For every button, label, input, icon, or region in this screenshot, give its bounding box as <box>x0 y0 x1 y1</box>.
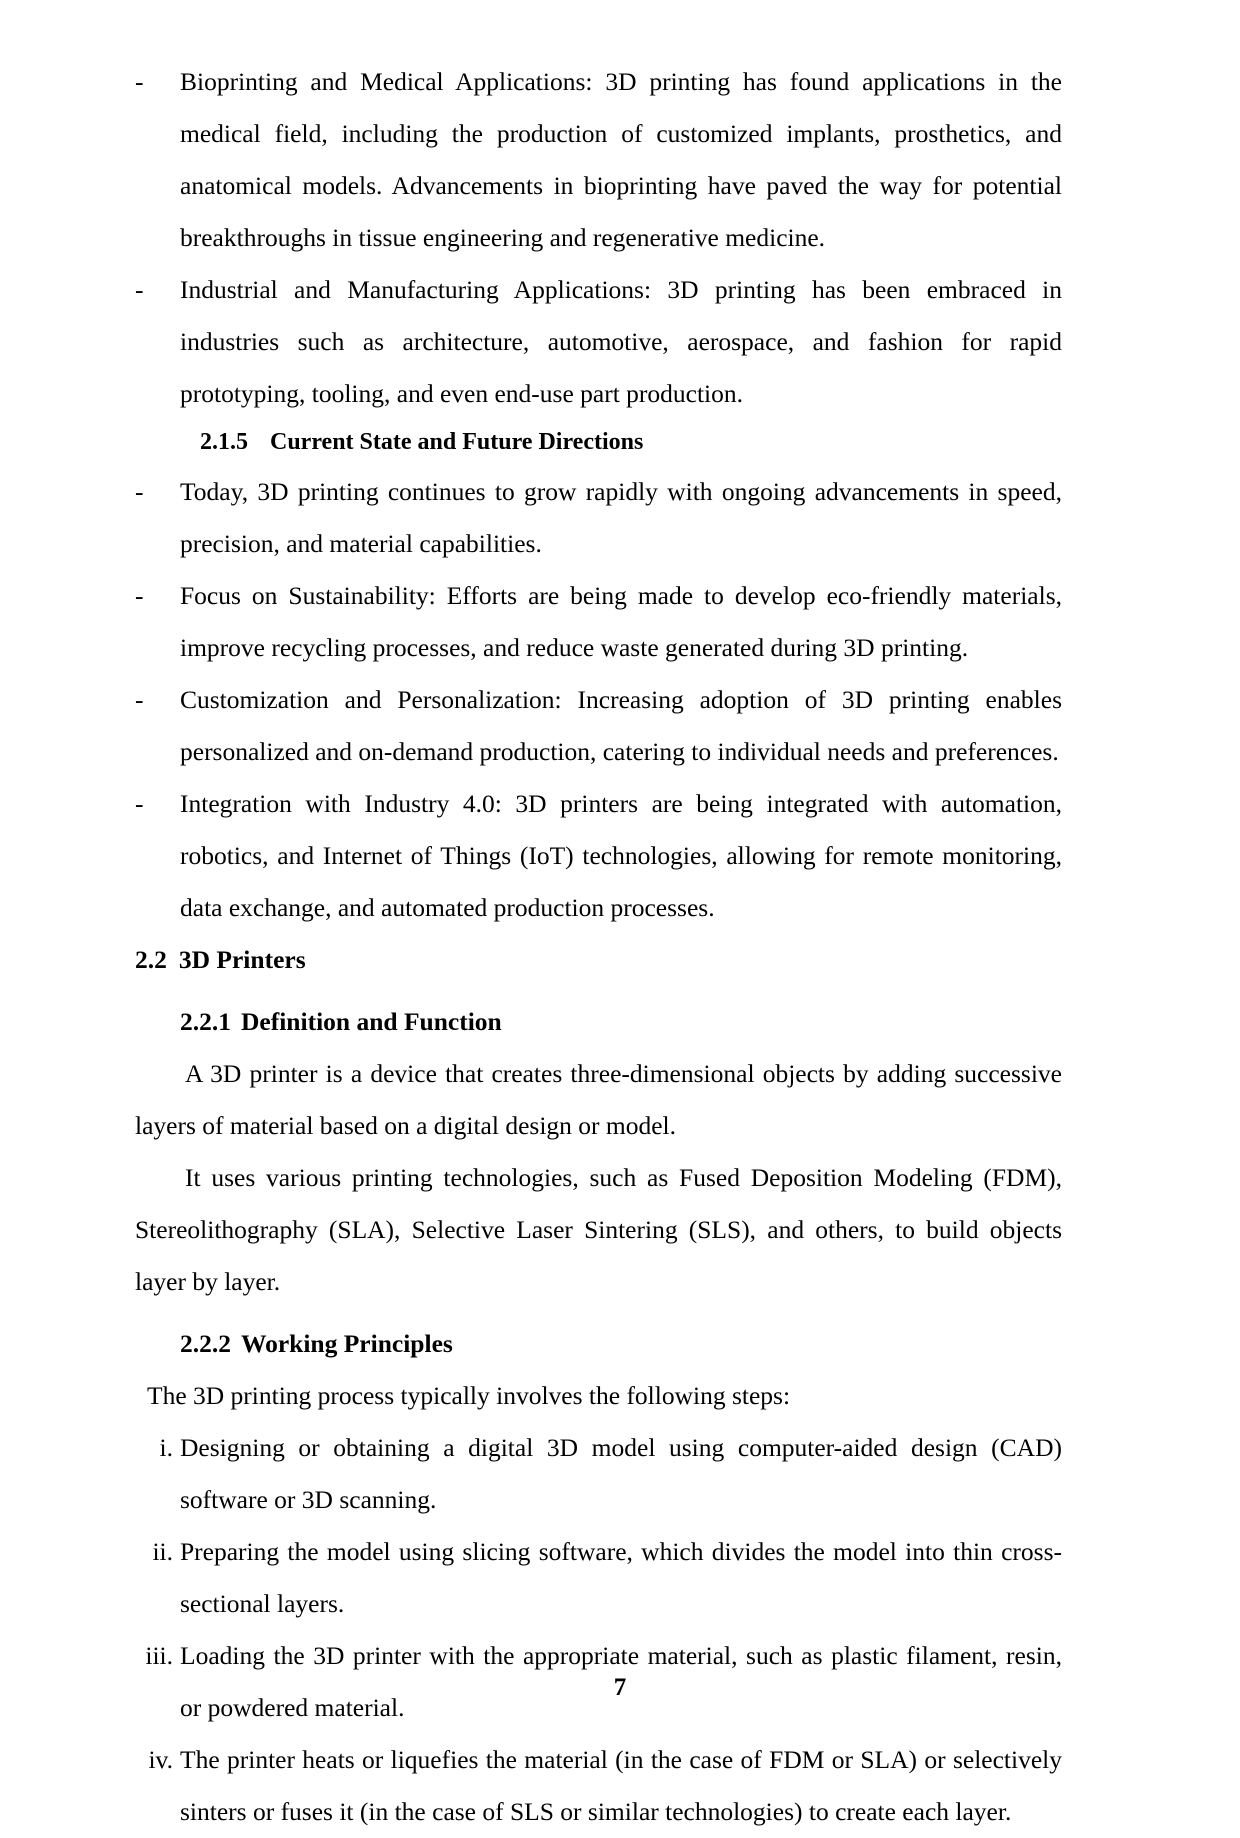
list-item <box>135 674 1062 778</box>
list-item-text: Focus on Sustainability: Efforts are being made to develop eco-friendly materials, improve recycling processes, and reduce waste generated during 3D printing. <box>180 580 1062 662</box>
heading-2-2 <box>135 934 1062 986</box>
roman-marker: ii. <box>152 1537 173 1567</box>
list-item <box>135 1734 1062 1838</box>
heading-title: Definition and Function <box>241 1006 502 1036</box>
roman-marker: i. <box>159 1432 173 1462</box>
list-item <box>135 778 1062 934</box>
roman-marker: iii. <box>145 1641 173 1671</box>
list-item-text: Customization and Personalization: Increasing adoption of 3D printing enables personalized and on-demand production, catering to individual needs and preferences. <box>180 684 1062 766</box>
list-item-text: Designing or obtaining a digital 3D model using computer-aided design (CAD) software or 3D scanning. <box>180 1432 1062 1514</box>
page-content <box>135 56 1062 1838</box>
bullet-marker: - <box>135 67 144 96</box>
list-item <box>135 56 1062 264</box>
list-item-text: Industrial and Manufacturing Applications: 3D printing has been embraced in industries such as architecture, automotive, aerospace, and fashion for rapid prototyping, tooling, and even end-use part production. <box>180 275 1062 409</box>
bullet-marker: - <box>135 275 144 305</box>
list-item <box>135 570 1062 674</box>
heading-2-2-2 <box>135 1318 1062 1370</box>
spacer <box>135 986 1062 996</box>
heading-title: Current State and Future Directions <box>270 429 644 456</box>
heading-number: 2.1.5 <box>200 429 248 456</box>
heading-title: Working Principles <box>241 1328 453 1358</box>
applications-bullet-list <box>135 56 1062 420</box>
list-item-text: Preparing the model using slicing software, which divides the model into thin cross-sectional layers. <box>180 1537 1062 1619</box>
bullet-marker: - <box>135 788 144 818</box>
list-item <box>135 466 1062 570</box>
page-number: 7 <box>613 1674 627 1701</box>
process-steps-list <box>135 1422 1062 1838</box>
roman-marker: iv. <box>148 1745 173 1775</box>
bullet-marker: - <box>135 684 144 714</box>
list-item <box>135 264 1062 420</box>
heading-title: 3D Printers <box>178 944 306 974</box>
bullet-marker: - <box>135 580 144 610</box>
list-item-text: Loading the 3D printer with the appropriate material, such as plastic filament, resin, or powdered material. <box>180 1641 1062 1723</box>
paragraph-technologies: It uses various printing technologies, such as Fused Deposition Modeling (FDM), Stereolithography (SLA), Selective Laser Sintering (SLS), and others, to build objects layer by layer. <box>135 1162 1062 1296</box>
bullet-marker: - <box>135 476 144 506</box>
heading-2-2-1 <box>135 996 1062 1048</box>
future-directions-bullet-list <box>135 466 1062 934</box>
heading-number: 2.2.1 <box>180 1006 231 1036</box>
list-item <box>135 1422 1062 1526</box>
list-item-text: Bioprinting and Medical Applications: 3D printing has found applications in the medical field, including the production of customized implants, prosthetics, and anatomical models. Advancements in bioprinting have paved the way for potential breakthroughs in tissue engineering and regenerative medicine. <box>180 67 1062 253</box>
list-item-text: Integration with Industry 4.0: 3D printers are being integrated with automation, robotics, and Internet of Things (IoT) technologies, allowing for remote monitoring, data exchange, and automated production processes. <box>180 788 1062 922</box>
list-item-text: The printer heats or liquefies the material (in the case of FDM or SLA) or selectively sinters or fuses it (in the case of SLS or similar technologies) to create each layer. <box>180 1745 1062 1827</box>
paragraph-steps-intro: The 3D printing process typically involves the following steps: <box>147 1380 791 1410</box>
heading-number: 2.2 <box>135 944 167 974</box>
paragraph-definition: A 3D printer is a device that creates three-dimensional objects by adding successive layers of material based on a digital design or model. <box>135 1058 1062 1140</box>
heading-number: 2.2.2 <box>180 1328 231 1358</box>
heading-2-1-5 <box>135 420 1062 466</box>
list-item-text: Today, 3D printing continues to grow rapidly with ongoing advancements in speed, precision, and material capabilities. <box>180 476 1062 558</box>
spacer <box>135 1308 1062 1318</box>
list-item <box>135 1526 1062 1630</box>
